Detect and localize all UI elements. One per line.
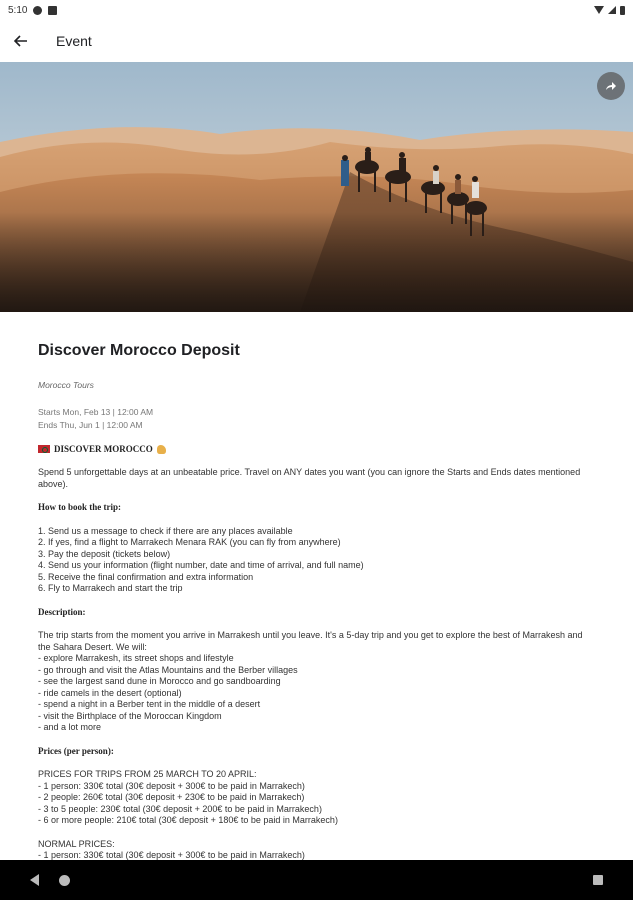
description-heading: Description: [38, 606, 86, 617]
circle-home-icon[interactable] [59, 875, 70, 886]
list-item: 5. Receive the final confirmation and extra information [38, 571, 254, 582]
camel-icon [157, 445, 166, 454]
share-button[interactable] [597, 72, 625, 100]
triangle-back-icon[interactable] [30, 874, 39, 886]
start-date: Starts Mon, Feb 13 | 12:00 AM [38, 406, 154, 417]
normal-prices-heading: NORMAL PRICES: [38, 838, 115, 849]
app-notification-icon [33, 6, 42, 15]
square-recents-icon[interactable] [593, 875, 603, 885]
list-item: 1. Send us a message to check if there are any places available [38, 525, 293, 536]
list-item: - visit the Birthplace of the Moroccan Kingdom [38, 710, 222, 721]
share-icon [604, 79, 618, 93]
status-time: 5:10 [8, 4, 28, 16]
list-item: - 3 to 5 people: 230€ total (30€ deposit + 200€ to be paid in Marrakech) [38, 803, 322, 814]
list-item: 2. If yes, find a flight to Marrakech Menara RAK (you can fly from anywhere) [38, 537, 341, 547]
sim-notification-icon [48, 6, 57, 15]
how-to-heading: How to book the trip: [38, 502, 121, 512]
list-item: - spend a night in a Berber tent in the middle of a desert [38, 699, 261, 709]
app-bar [0, 20, 633, 62]
prices-heading: Prices (per person): [38, 745, 114, 756]
list-item: - explore Marrakesh, its street shops and lifestyle [38, 653, 234, 663]
headline-text: DISCOVER MOROCCO [54, 443, 153, 454]
page-title: Event [56, 33, 92, 49]
prices-trips-heading: PRICES FOR TRIPS FROM 25 MARCH TO 20 APRIL: [38, 769, 257, 779]
organizer-name[interactable]: Morocco Tours [38, 380, 94, 390]
list-item: - 1 person: 330€ total (30€ deposit + 300€ to be paid in Marrakech) [38, 850, 305, 860]
list-item: - 1 person: 330€ total (30€ deposit + 300€ to be paid in Marrakech) [38, 780, 305, 791]
list-item: - see the largest sand dune in Morocco and go sandboarding [38, 676, 281, 686]
description-intro: The trip starts from the moment you arrive in Marrakesh until you leave. It's a 5-day trip and you get to explore the best of Marrakesh and the Sahara Desert. We will: [38, 630, 583, 652]
back-button[interactable] [0, 20, 42, 62]
morocco-flag-icon [38, 445, 50, 453]
list-item: - 2 people: 260€ total (30€ deposit + 230€ to be paid in Marrakech) [38, 792, 305, 802]
list-item: - and a lot more [38, 722, 102, 732]
system-nav-bar [0, 860, 633, 900]
description-body [38, 630, 595, 734]
list-item: 4. Send us your information (flight number, date and time of arrival, and full name) [38, 560, 364, 570]
list-item: - 6 or more people: 210€ total (30€ deposit + 180€ to be paid in Marrakech) [38, 815, 338, 825]
how-to-steps [38, 526, 595, 595]
event-dates [38, 406, 595, 432]
status-bar [0, 0, 633, 20]
list-item: 3. Pay the deposit (tickets below) [38, 548, 171, 559]
signal-icon [608, 6, 616, 14]
wifi-icon [594, 6, 604, 14]
list-item: - go through and visit the Atlas Mountains and the Berber villages [38, 664, 298, 675]
normal-prices [38, 839, 595, 861]
event-title: Discover Morocco Deposit [38, 342, 240, 359]
intro-paragraph: Spend 5 unforgettable days at an unbeatable price. Travel on ANY dates you want (you can ignore the Starts and Ends dates mentioned above). [38, 467, 581, 489]
end-date: Ends Thu, Jun 1 | 12:00 AM [38, 419, 143, 430]
event-cover-image [0, 62, 633, 312]
list-item: 6. Fly to Marrakech and start the trip [38, 583, 183, 593]
battery-icon [620, 6, 625, 15]
arrow-left-icon [13, 33, 29, 49]
list-item: - ride camels in the desert (optional) [38, 687, 182, 698]
description-headline [38, 444, 595, 456]
prices-trips [38, 769, 595, 827]
event-details [0, 312, 633, 860]
